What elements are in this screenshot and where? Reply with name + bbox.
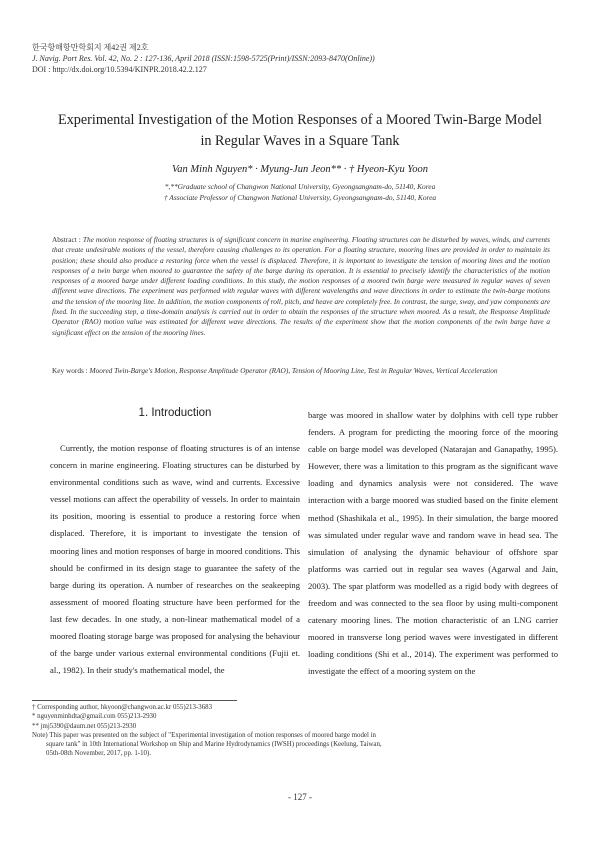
keywords [52, 366, 550, 376]
affiliations [30, 181, 570, 203]
keywords-label: Key words : [52, 366, 90, 375]
footnote-author-email-2: ** jmj5390@daum.net 055)213-2930 [32, 722, 137, 730]
body-column-left [50, 440, 300, 679]
paper-title-line-2: in Regular Waves in a Square Tank [200, 133, 400, 149]
paper-title-line-1: Experimental Investigation of the Motion Responses of a Moored Twin-Barge Model [58, 112, 542, 128]
doi-link[interactable]: DOI : http://dx.doi.org/10.5394/KINPR.2018.42.2.127 [32, 65, 207, 74]
section-heading-introduction: 1. Introduction [138, 407, 212, 419]
abstract [52, 235, 550, 338]
journal-citation: J. Navig. Port Res. Vol. 42, No. 2 : 127-136, April 2018 (ISSN:1598-5725(Print)/ISSN:2093-8470(Online)) [32, 54, 375, 63]
author-list: Van Minh Nguyen* · Myung-Jun Jeon** · † Hyeon-Kyu Yoon [172, 164, 428, 175]
footnotes [32, 703, 562, 759]
body-column-right [308, 407, 558, 681]
intro-paragraph-right: barge was moored in shallow water by dolphins with cell type rubber fenders. A program for predicting the mooring force of the mooring cable on barge model was developed (Natarajan and Ganapathy, 1995). However, there was a limitation to this program as the significant wave loading and dynamics analysis were not considered. The wave interaction with a barge moored was studied based on the finite element method (Shashikala et al., 1995). In their simulation, the barge moored was simulated under regular wave and random wave in head sea. The simulation of analysing the dynamic behaviour of offshore spar platforms was carried out in regular sea waves (Agarwal and Jain, 2003). The spar platform was modelled as a rigid body with degrees of freedom and was connected to the sea floor by using multi-component catenary mooring lines. The motion characteristic of an LNG carrier moored in transverse long period waves were investigated in different loading conditions (Shi et al., 2014). The experiment was performed to investigate the effect of a mooring system on the [308, 410, 558, 677]
paper-title [30, 110, 570, 152]
footnote-divider [32, 700, 237, 701]
footnote-corresponding-author: † Corresponding author, hkyoon@changwon.ac.kr 055)213-3683 [32, 704, 213, 711]
footnote-note-line-3: 05th-08th November, 2017, pp. 1-10). [46, 750, 151, 758]
affiliation-professor: † Associate Professor of Changwon National University, Gyeongsangnam-do, 51140, Korea [163, 193, 437, 202]
journal-header [32, 42, 375, 75]
abstract-text: The motion response of floating structures is of significant concern in marine engineering. Floating structures can be disturbed by waves, winds, and currents that create undesirable motions of the vessel, therefore causing challenges to its operation. For a floating structure, mooring lines are provided in order to maintain its position; these should also produce a restoring force when the vessel is displaced. Therefore, it is important to investigate the tension of mooring lines and the motion responses of a twin barge when moored to guarantee the safety of the barge during its operation. It is essential to precisely identify the characteristics of the motion responses of a moored barge under different loading conditions. In this study, the motion responses of a moored twin barge were measured in regular waves of seven different wave directions. The experiment was performed with regular waves with different wavelengths and wave directions in order to estimate the twin-barge motions and the tension of the mooring line. In addition, the motion components of roll, pitch, and heave are completely free. In contrast, the surge, sway, and yaw components are fixed. In the succeeding step, a time-domain analysis is carried out in order to obtain the responses of the structure when moored. As a result, the Response Amplitude Operator (RAO) motion value was estimated for different wave directions. The results of the experiment show that the motion components of the twin barge have a significant effect on the tension of the mooring lines. [52, 235, 551, 337]
affiliation-graduate: *,**Graduate school of Changwon National University, Gyeongsangnam-do, 51140, Korea [164, 182, 436, 191]
page-number: - 127 - [288, 792, 312, 802]
footnote-note-line-2: square tank" in 10th International Workshop on Ship and Marine Hydrodynamics (IWSH) proceedings (Keelung, Taiwan, [46, 741, 382, 749]
abstract-label: Abstract : [52, 235, 83, 244]
footnote-author-email-1: * nguyenminhdta@gmail.com 055)213-2930 [32, 713, 157, 721]
footnote-note-line-1: Note) This paper was presented on the subject of "Experimental investigation of motion responses of moored barge model in [32, 731, 376, 739]
journal-name-korean: 한국항해항만학회지 제42권 제2호 [32, 43, 149, 52]
intro-paragraph-left: Currently, the motion response of floating structures is of an intense concern in marine engineering. Floating structures can be disturbed by environmental conditions such as wave, wind and currents. Excessive vessel motions can affect the operability of vessels. In order to maintain its position, mooring is essential to produce a restoring force when displaced. Therefore, it is important to investigate the tension of mooring lines and motion responses of barge in moored conditions. This should be confirmed in its design stage to guarantee the safety of the barge during its operation. A number of researches on the seakeeping assessment of moored floating structure have been performed for the last few decades. In one study, a non-linear mathematical model of a moored floating storage barge was proposed for analysing the behaviour of the barge under various external environmental conditions (Fujii et. al., 1982). In their study's mathematical model, the [50, 443, 300, 676]
keywords-text: Moored Twin-Barge's Motion, Response Amplitude Operator (RAO), Tension of Mooring Line, Test in Regular Waves, Vertical Acceleration [89, 366, 498, 375]
